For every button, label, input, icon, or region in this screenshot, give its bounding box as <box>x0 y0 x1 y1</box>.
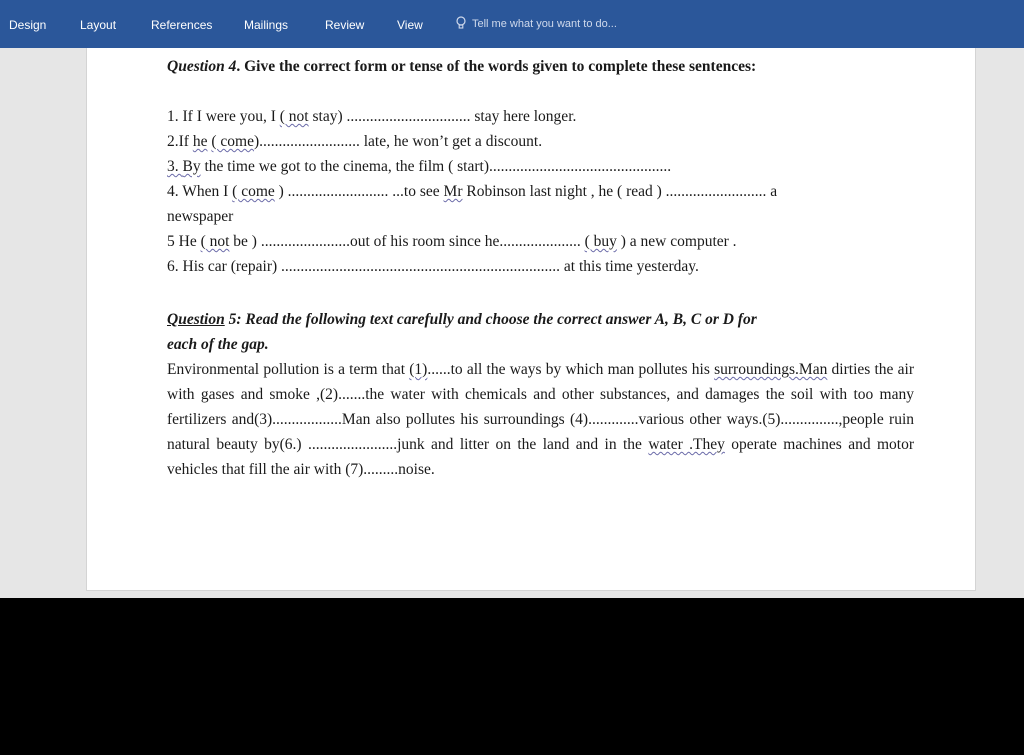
tab-references[interactable]: References <box>151 18 213 32</box>
passage-part-4: surroundings.Man <box>714 361 828 378</box>
question-4-instruction: . Give the correct form or tense of the words given to complete these sentences: <box>236 58 757 75</box>
question-5-instruction-2: each of the gap. <box>167 336 269 353</box>
ribbon-bar <box>0 0 1024 48</box>
q4-item-4-a: 4. When I <box>167 183 233 200</box>
q4-item-1-b: ( not <box>279 108 309 125</box>
q4-item-1 <box>167 108 576 126</box>
q4-item-2 <box>167 133 542 151</box>
q4-item-2-b: he <box>192 133 208 150</box>
tab-review[interactable]: Review <box>325 18 365 32</box>
q4-item-4-d: Mr <box>443 183 463 200</box>
q4-item-5-c: be ) .......................out of his room since he..................... <box>229 233 585 250</box>
q4-item-1-c: stay) ................................ stay here longer. <box>308 108 577 125</box>
passage-part-5: dirties the air with gases and smoke ,(2).......the water with chemicals and other substances, and damages the soil with too many fertilizers and(3)..................Man also pollutes his surroundings (4).............various other ways.(5)...............,people ruin natural beauty by(6.) .......................junk and litter on the land and in the <box>167 361 914 453</box>
q4-item-4-c: ) .......................... ...to see <box>274 183 444 200</box>
q4-item-4 <box>167 183 777 201</box>
q4-item-5-a: 5 He <box>167 233 201 250</box>
q4-item-4-e: Robinson last night , he ( read ) .......................... a <box>462 183 778 200</box>
q4-item-5-b: ( not <box>200 233 230 250</box>
question-4-title <box>167 58 756 76</box>
lightbulb-icon <box>456 16 466 30</box>
black-bar <box>0 598 1024 755</box>
q4-item-5-e: ) a new computer . <box>616 233 737 250</box>
passage-part-6: water .They <box>648 436 725 453</box>
q4-item-3-b: By <box>182 158 201 175</box>
tab-mailings[interactable]: Mailings <box>244 18 289 32</box>
q4-item-6: 6. His car (repair) ........................................................................ at this time yesterday. <box>167 258 699 275</box>
tab-layout[interactable]: Layout <box>80 18 117 32</box>
passage-part-7: operate machines and motor vehicles that fill the air with (7).........noise. <box>167 436 915 478</box>
question-5-title <box>167 307 915 357</box>
passage-part-3: ......to all the ways by which man pollutes his <box>427 361 715 378</box>
question-4-label: Question 4 <box>167 58 237 75</box>
q4-item-3-a: 3. <box>167 158 183 175</box>
q4-item-4-wrap: newspaper <box>167 208 234 225</box>
q4-item-3-c: the time we got to the cinema, the film ( start)............................................... <box>200 158 672 175</box>
passage-gap-1: (1) <box>409 361 428 378</box>
q4-item-5-d: ( buy <box>584 233 617 250</box>
q4-item-1-a: 1. If I were you, I <box>167 108 280 125</box>
tell-me-text: Tell me what you want to do... <box>472 18 617 30</box>
q4-item-2-a: 2.If <box>167 133 193 150</box>
q4-item-4-b: ( come <box>232 183 275 200</box>
q4-item-2-e: ).......................... late, he won’t get a discount. <box>253 133 543 150</box>
tab-design[interactable]: Design <box>9 18 47 32</box>
passage-part-1: Environmental pollution is a term that <box>167 361 410 378</box>
question-5-instruction: 5: Read the following text carefully and choose the correct answer A, B, C or D for <box>224 311 757 328</box>
question-5-passage <box>167 357 914 482</box>
q4-item-2-d: ( come <box>211 133 254 150</box>
tell-me-search[interactable] <box>456 16 617 30</box>
q4-item-3 <box>167 158 671 176</box>
tab-view[interactable]: View <box>397 18 423 32</box>
q4-item-5 <box>167 233 737 251</box>
question-5-label: Question <box>167 311 225 328</box>
